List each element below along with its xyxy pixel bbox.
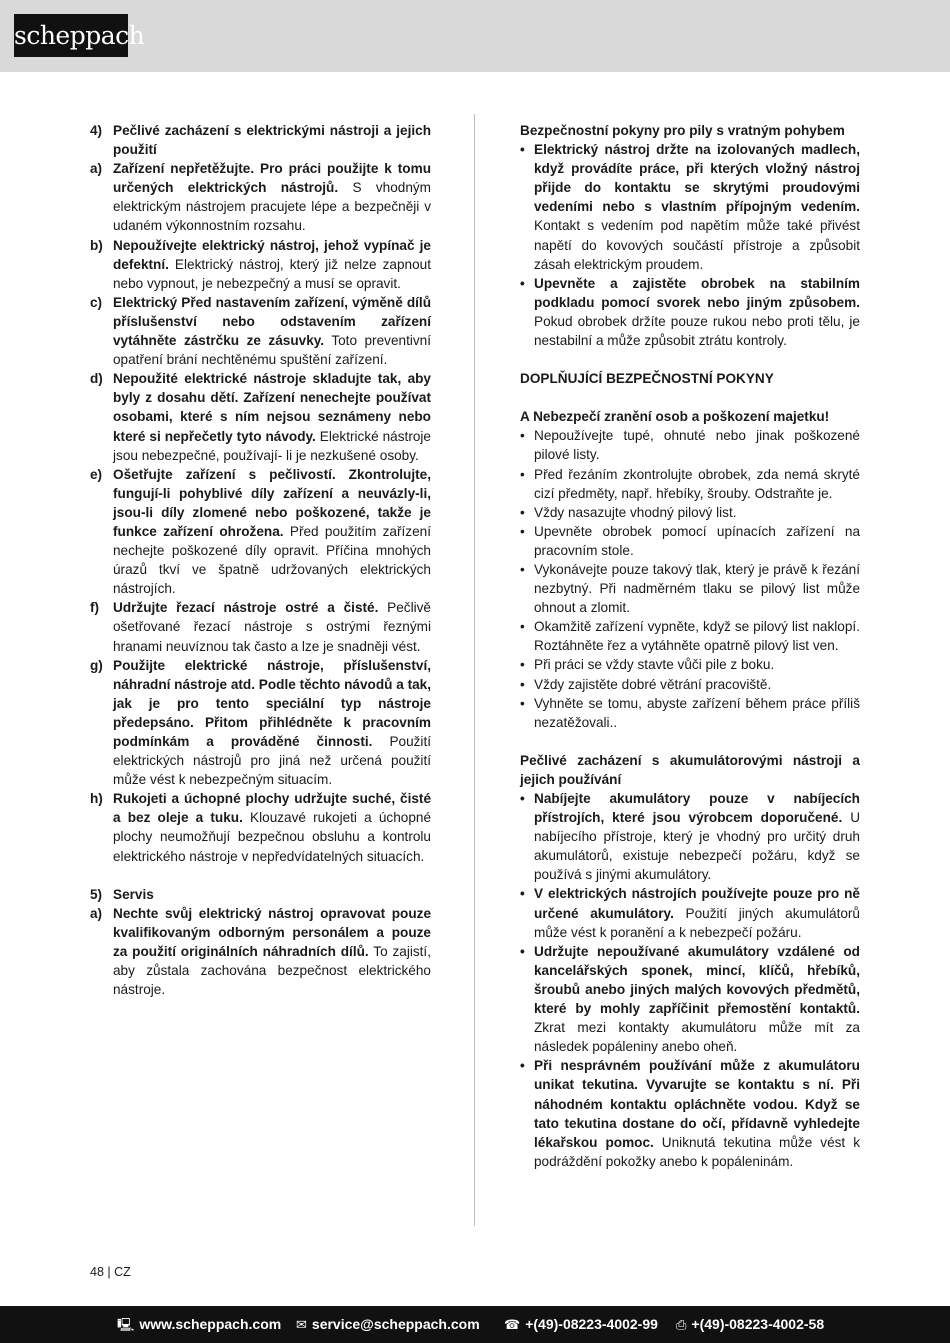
bullet-item [520,655,860,674]
item-bold-text: V elektrických nástrojích používejte pouze pro ně určené akumulátory. [534,886,860,921]
item-body [113,656,431,790]
item-label: a) [90,905,103,921]
bullet-item [520,426,860,464]
item-label: h) [90,791,103,807]
item-bold-text: Zařízení nepřetěžujte. Pro práci použijte k tomu určených elektrických nástrojů. [113,161,431,196]
item-body [534,274,860,350]
bullet-marker: • [520,523,525,539]
item-body [534,942,860,1057]
section-5-list [90,904,431,999]
item-body: Před řezáním zkontrolujte obrobek, zda nemá skryté cizí předměty, např. hřebíky, šrouby. Odstraňte je. [534,466,860,501]
bullet-item [520,942,860,1057]
page-number: 48 | CZ [90,1265,131,1279]
item-body [113,465,431,599]
item-body: Upevněte obrobek pomocí upínacích zařízení na pracovním stole. [534,523,860,558]
list-item [90,159,431,235]
header-bar [0,0,950,72]
item-text: To zajistí, aby zůstala zachována bezpečnost elektrického nástroje. [113,943,431,998]
list-item [90,789,431,865]
item-body: Vždy nasazujte vhodný pilový list. [534,504,737,520]
list-item [90,236,431,293]
item-text: Použití elektrických nástrojů pro jiná než určená použití může vést k nebezpečným situacím. [113,734,431,788]
list-item [90,465,431,599]
item-text: Použití jiných akumulátorů může vést k poranění a k nebezpečí požáru. [534,905,860,940]
scheppach-logo: scheppach [14,14,128,57]
danger-heading: A Nebezpečí zranění osob a poškození majetku! [520,409,830,425]
item-label: b) [90,237,103,253]
footer-website[interactable]: 🖳 www.scheppach.com [117,1316,282,1332]
bullet-item [520,560,860,617]
item-bold-text: Upevněte a zajistěte obrobek na stabilním podkladu pomocí svorek nebo jiným způsobem. [534,275,860,310]
bullet-marker: • [520,466,525,482]
footer-phone[interactable]: ☎ +(49)-08223-4002-99 [504,1316,658,1332]
bullet-marker: • [520,676,525,692]
footer-bar [0,1306,950,1343]
item-bold-text: Udržujte nepoužívané akumulátory vzdálené od kancelářských sponek, mincí, klíčů, hřebíků, šroubů anebo jiných malých kovových předmětů, které by mohly zapříčinit přemostění kontaktů. [534,943,860,1017]
item-label: a) [90,161,103,177]
item-label: f) [90,600,100,616]
item-text: Před použitím zařízení nechejte poškozené díly opravit. Příčina mnohých úrazů tkví ve špatně udržovaných elektrických nástrojích. [113,523,431,597]
bullet-marker: • [520,504,525,520]
bullet-marker: • [520,428,525,444]
bullet-marker: • [520,791,525,806]
additional-safety-heading: DOPLŇUJÍCÍ BEZPEČNOSTNÍ POKYNY [520,371,774,387]
section-4-list [90,159,431,865]
computer-icon: 🖳 [117,1317,135,1332]
item-text: U nabíjecího přístroje, který je vhodný pro určitý druh akumulátorů, existuje nebezpečí požáru, když se používá s jinými akumulátory. [534,810,861,883]
item-bold-text: Nabíjejte akumulátory pouze v nabíjecích přístrojích, které jsou výrobcem doporučené. [534,791,860,826]
item-label: e) [90,466,103,482]
mail-icon: ✉ [296,1317,307,1332]
item-body [113,369,431,464]
bullet-item [520,465,860,503]
item-text: Pečlivě ošetřované řezací nástroje s ostrými řeznými hranami neuvíznou tak často a lze je snadněji vést. [113,600,431,654]
battery-list [520,789,860,1171]
bullet-marker: • [520,561,525,577]
left-column [90,121,431,999]
item-label: d) [90,371,103,387]
footer-email[interactable]: ✉ service@scheppach.com [296,1316,480,1332]
bullet-item [520,522,860,560]
list-item [90,598,431,655]
item-body [113,904,431,999]
bullet-item [520,1056,860,1171]
item-text: Pokud obrobek držíte pouze rukou nebo proti tělu, je nestabilní a může způsobit ztrátu kontroly. [534,313,860,349]
item-text: S vhodným elektrickým nástrojem pracujete lépe a bezpečněji v udaném výkonnostním rozsahu. [113,180,431,234]
section-4-heading: 4) Pečlivé zacházení s elektrickými nástroji a jejich použití [90,123,431,158]
bullet-marker: • [520,275,525,291]
item-bold-text: Udržujte řezací nástroje ostré a čisté. [113,600,379,616]
item-text: Elektrický nástroj, který již nelze zapnout nebo vypnout, je nebezpečný a musí se opravit. [113,256,431,291]
item-body: Vyhněte se tomu, abyste zařízení během práce příliš nezatěžovali.. [534,695,860,730]
item-bold-text: Elektrický Před nastavením zařízení, výměně dílů příslušenství nebo odstavením zařízení vytáhněte zástrčku ze zásuvky. [113,294,431,349]
item-text: Klouzavé rukojeti a úchopné plochy neumožňují bezpečnou obsluhu a kontrolu elektrického nástroje v nepředvídatelných situacích. [113,810,431,864]
item-label: g) [90,657,103,673]
item-body [113,598,431,655]
bullet-item [520,675,860,694]
item-text: Kontakt s vedením pod napětím může také přivést napětí do kovových součástí přístroje a způsobit zásah elektrickým proudem. [534,218,860,272]
item-bold-text: Elektrický nástroj držte na izolovaných madlech, když provádíte práce, při kterých vložný nástroj přijde do kontaktu se skrytými proudovými vedeními nebo s vlastním přípojným vedením. [534,142,860,215]
list-item [90,904,431,999]
bullet-item [520,140,860,274]
list-item [90,369,431,464]
column-divider [474,114,475,1226]
list-item [90,656,431,790]
item-body [534,884,860,941]
item-body: Vykonávejte pouze takový tlak, který je právě k řezání nezbytný. Při nadměrném tlaku se pilový list může ohnout a zlomit. [534,561,860,616]
item-body [113,789,431,865]
bullet-item [520,274,860,350]
bullet-item [520,694,860,732]
bullet-item [520,884,860,941]
bullet-item [520,503,860,522]
item-bold-text: Rukojeti a úchopné plochy udržujte suché, čisté a bez oleje a tuku. [113,791,431,826]
item-text: Elektrické nástroje jsou nebezpečné, používají- li je nezkušené osoby. [113,428,431,463]
item-body: Nepoužívejte tupé, ohnuté nebo jinak poškozené pilové listy. [534,428,860,463]
saw-safety-list [520,140,860,350]
bullet-marker: • [520,619,525,635]
danger-list [520,426,860,732]
fax-icon: ⎙ [676,1317,687,1332]
footer-fax: ⎙ +(49)-08223-4002-58 [676,1316,825,1332]
item-body [113,236,431,293]
item-body: Při práci se vždy stavte vůči pile z boku. [534,657,775,673]
battery-heading: Pečlivé zacházení s akumulátorovými nástroji a jejich používání [520,752,860,787]
bullet-item [520,617,860,655]
item-body [534,140,860,274]
right-column [520,121,860,1171]
section-5-heading: 5) Servis [90,886,154,902]
bullet-marker: • [520,943,525,959]
item-text: Toto preventivní opatření brání nechtěnému spuštění zařízení. [113,333,431,368]
item-bold-text: Ošetřujte zařízení s pečlivostí. Zkontrolujte, fungují-li pohyblivé díly zařízení a neuvázly-li, jsou-li díly zlomené nebo poškozené, takže je funkce zařízení ohrožena. [113,466,431,539]
item-text: Uniknutá tekutina může vést k podráždění pokožky anebo k popáleninám. [534,1134,860,1169]
item-body [113,293,431,369]
bullet-marker: • [520,695,525,711]
item-bold-text: Použijte elektrické nástroje, příslušenství, náhradní nástroje atd. Podle těchto návodů a tak, jak je pro tento speciální typ nástroje předepsáno. Přitom přihlédněte k pracovním podmínkám a prováděné činnosti. [113,657,431,749]
item-text: Zkrat mezi kontakty akumulátoru může mít za následek popáleniny anebo oheň. [534,1020,860,1055]
bullet-item [520,789,860,884]
item-body [534,1056,860,1171]
item-body [534,789,860,884]
bullet-marker: • [520,657,525,673]
phone-icon: ☎ [504,1317,521,1332]
item-bold-text: Při nesprávném používání může z akumulátoru unikat tekutina. Vyvarujte se kontaktu s ní. Při náhodném kontaktu opláchněte vodou. Když se tato tekutina dostane do očí, přídavně vyhledejte lékařskou pomoc. [534,1058,860,1150]
bullet-marker: • [520,1058,525,1074]
bullet-marker: • [520,142,525,158]
item-bold-text: Nechte svůj elektrický nástroj opravovat pouze kvalifikovaným odborným personálem a pouze za použití originálních náhradních dílů. [113,905,431,959]
list-item [90,293,431,369]
item-body [113,159,431,235]
item-label: c) [90,294,103,310]
item-bold-text: Nepoužívejte elektrický nástroj, jehož vypínač je defektní. [113,237,431,272]
item-bold-text: Nepoužité elektrické nástroje skladujte tak, aby byly z dosahu dětí. Zařízení nenechejte používat osobami, které s ním nejsou seznámeny nebo které si nepřečetly tyto návody. [113,371,431,444]
saw-safety-heading: Bezpečnostní pokyny pro pily s vratným pohybem [520,123,845,138]
item-body: Vždy zajistěte dobré větrání pracoviště. [534,676,772,692]
item-body: Okamžitě zařízení vypněte, když se pilový list naklopí. Roztáhněte řez a vytáhněte opatrně pilový list ven. [534,619,860,654]
bullet-marker: • [520,886,525,902]
